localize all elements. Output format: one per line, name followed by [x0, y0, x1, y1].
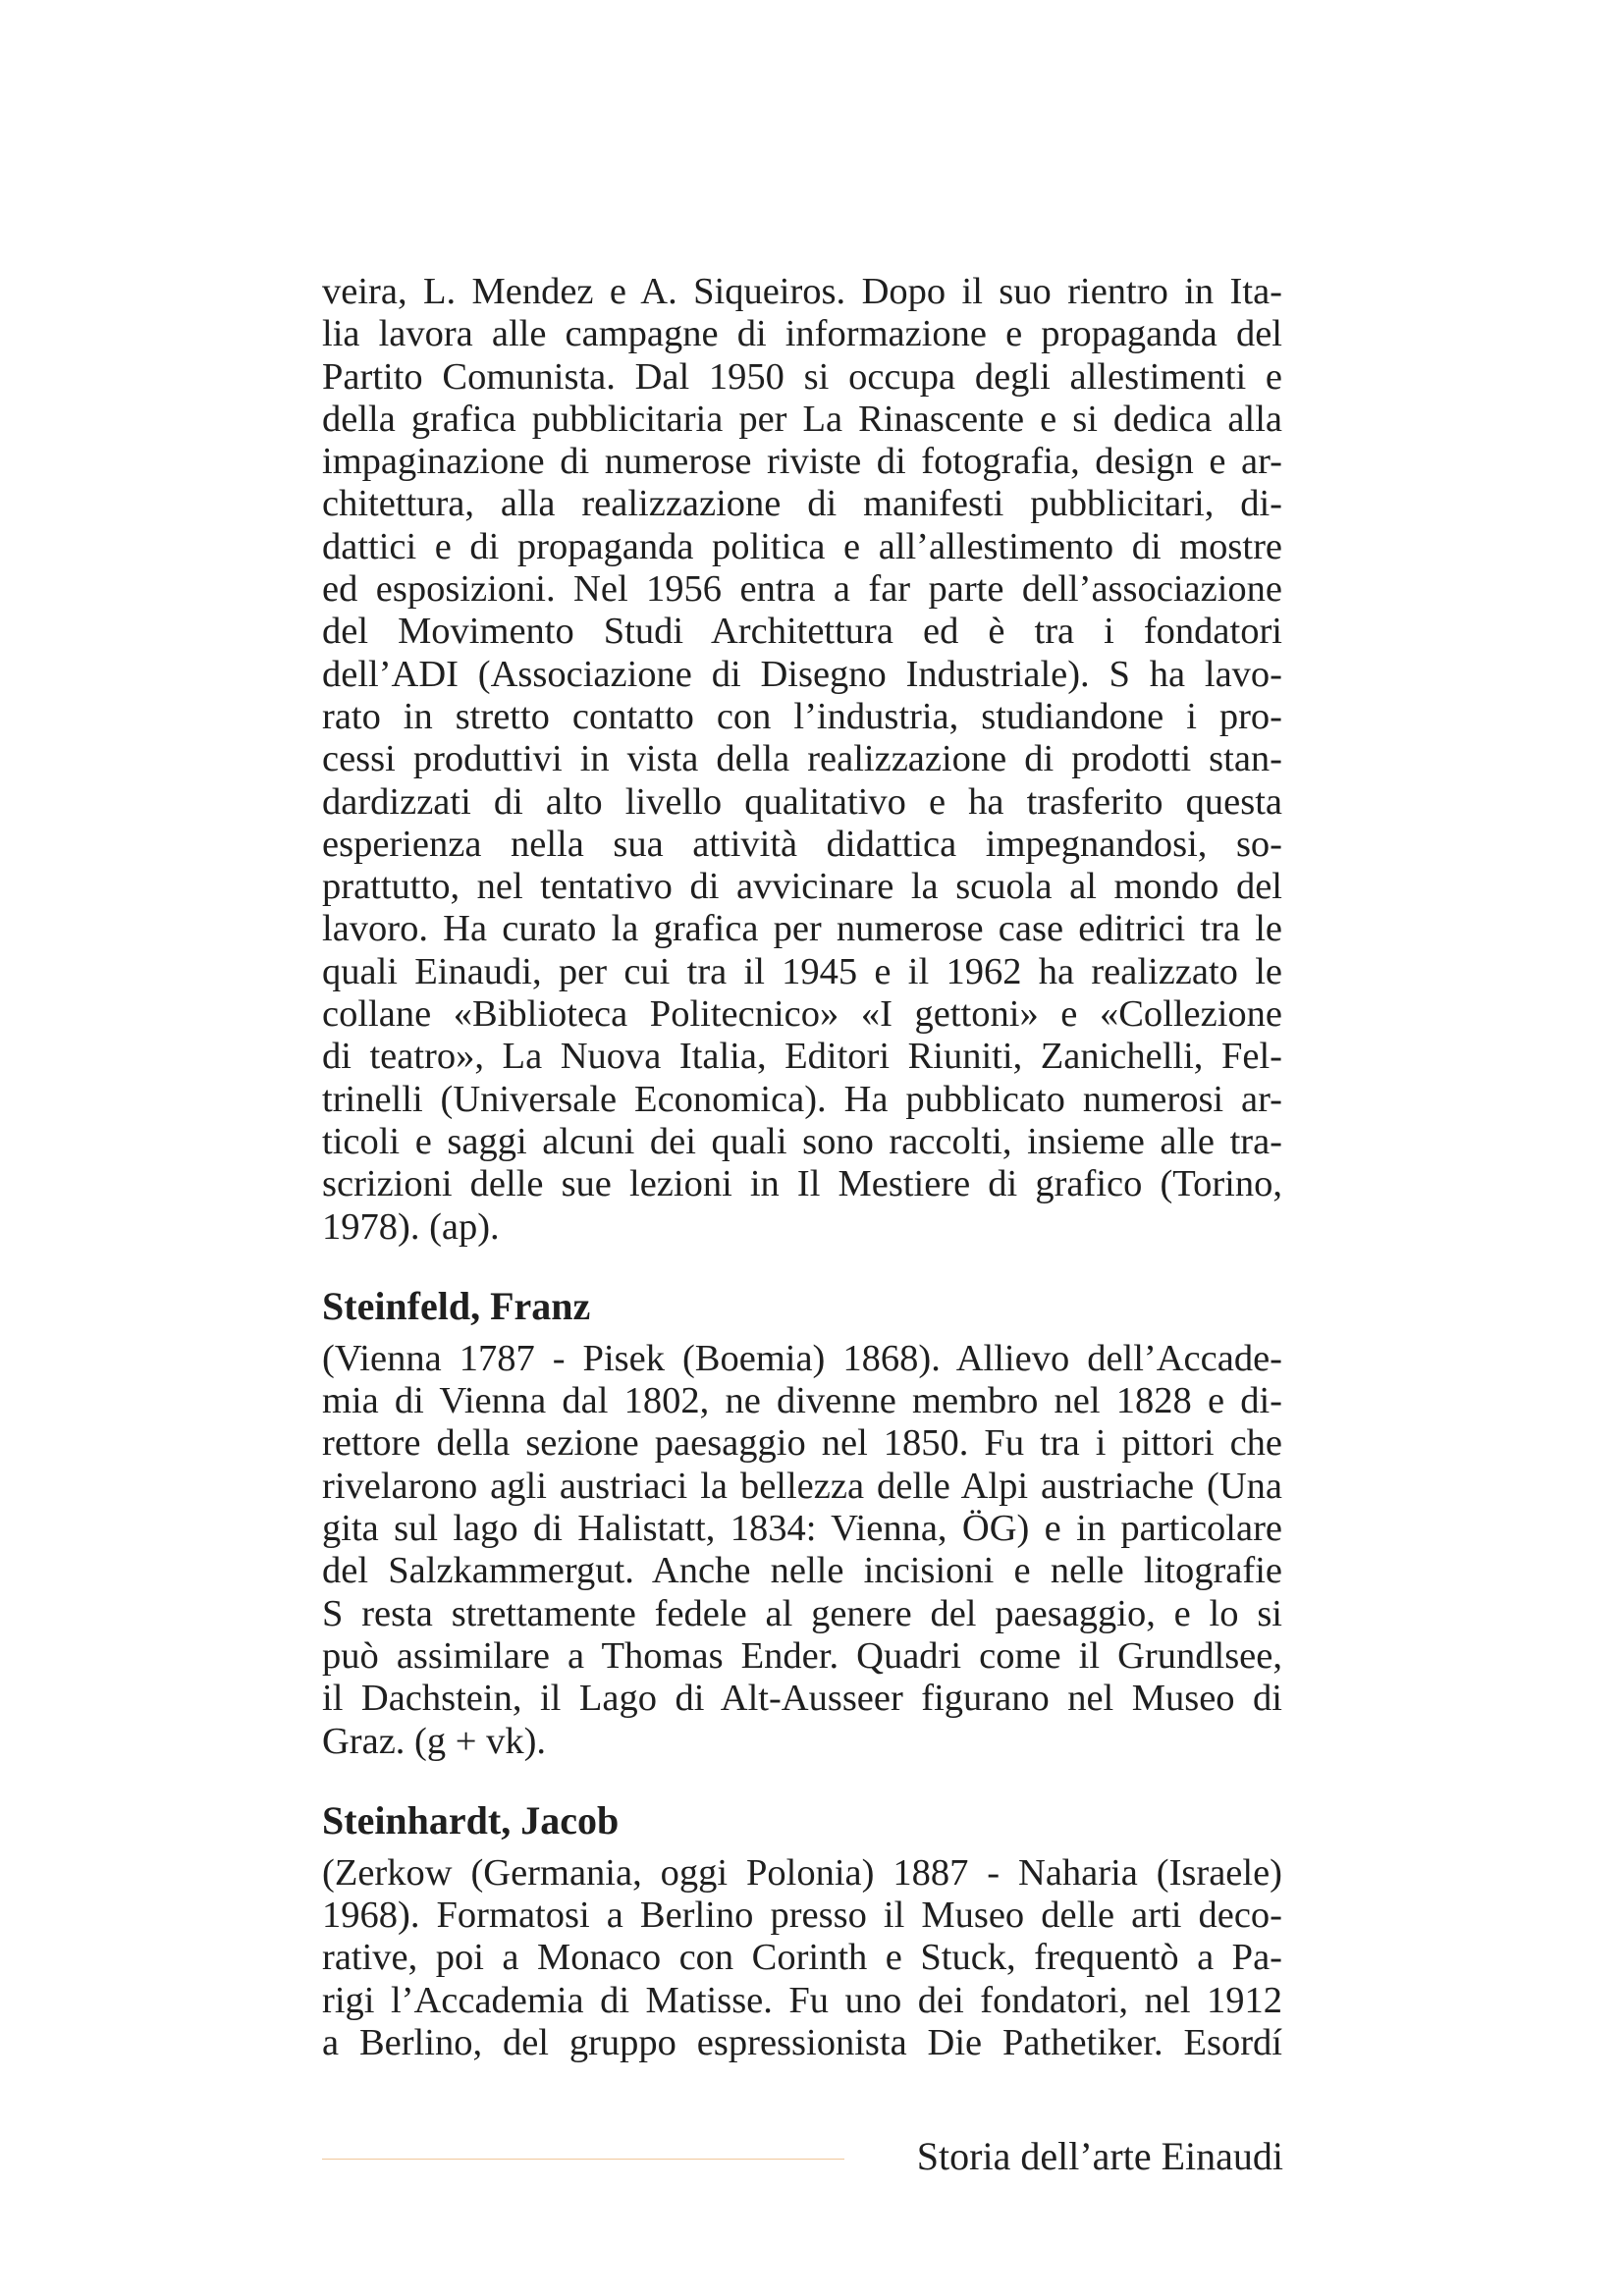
text-line: rettore della sezione paesaggio nel 1850. Fu tra i pittori che [322, 1422, 1282, 1465]
text-line: veira, L. Mendez e A. Siqueiros. Dopo il suo rientro in Ita- [322, 271, 1282, 312]
footer-title: Storia dell’arte Einaudi [916, 2134, 1283, 2178]
text-line: a Berlino, del gruppo espressionista Die Pathetiker. Esordí [322, 2021, 1282, 2063]
text-line: dattici e di propaganda politica e all’allestimento di mostre [322, 525, 1282, 567]
text-line: scrizioni delle sue lezioni in Il Mestiere di grafico (Torino, [322, 1163, 1282, 1205]
text-line: dell’ADI (Associazione di Disegno Industriale). S ha lavo- [322, 653, 1282, 695]
text-line: rigi l’Accademia di Matisse. Fu uno dei fondatori, nel 1912 [322, 1979, 1282, 2021]
text-line: prattutto, nel tentativo di avvicinare la scuola al mondo del [322, 866, 1282, 908]
entry-heading: Steinhardt, Jacob [322, 1797, 620, 1842]
text-line: 1968). Formatosi a Berlino presso il Museo delle arti deco- [322, 1895, 1282, 1937]
text-line: (Zerkow (Germania, oggi Polonia) 1887 - Naharia (Israele) [322, 1851, 1282, 1894]
text-line: S resta strettamente fedele al genere del paesaggio, e lo si [322, 1592, 1282, 1634]
text-line: rative, poi a Monaco con Corinth e Stuck, frequentò a Pa- [322, 1937, 1282, 1979]
text-line: può assimilare a Thomas Ender. Quadri come il Grundlsee, [322, 1634, 1282, 1677]
entry-steinfeld [322, 1285, 1282, 1763]
text-line: ed esposizioni. Nel 1956 entra a far parte dell’associazione [322, 568, 1282, 611]
text-line: (Vienna 1787 - Pisek (Boemia) 1868). Allievo dell’Accade- [322, 1337, 1282, 1379]
text-line: quali Einaudi, per cui tra il 1945 e il 1962 ha realizzato le [322, 950, 1282, 992]
entry-steinhardt [322, 1799, 1282, 2064]
text-line: esperienza nella sua attività didattica impegnandosi, so- [322, 823, 1282, 865]
entry-heading: Steinfeld, Franz [322, 1283, 591, 1328]
text-line: il Dachstein, il Lago di Alt-Ausseer figurano nel Museo di [322, 1678, 1282, 1720]
text-line: Graz. (g + vk). [322, 1720, 547, 1762]
text-line: del Salzkammergut. Anche nelle incisioni e nelle litografie [322, 1550, 1282, 1592]
text-line: di teatro», La Nuova Italia, Editori Riuniti, Zanichelli, Fel- [322, 1036, 1282, 1078]
text-line: 1978). (ap). [322, 1205, 500, 1248]
text-line: ticoli e saggi alcuni dei quali sono raccolti, insieme alle tra- [322, 1120, 1282, 1162]
text-line: lia lavora alle campagne di informazione e propaganda del [322, 313, 1282, 355]
text-line: rivelarono agli austriaci la bellezza delle Alpi austriache (Una [322, 1465, 1282, 1507]
page-body [322, 271, 1282, 2064]
text-line: dardizzati di alto livello qualitativo e ha trasferito questa [322, 780, 1282, 823]
text-line: mia di Vienna dal 1802, ne divenne membro nel 1828 e di- [322, 1380, 1282, 1422]
text-line: della grafica pubblicitaria per La Rinascente e si dedica alla [322, 398, 1282, 440]
text-line: rato in stretto contatto con l’industria, studiandone i pro- [322, 695, 1282, 737]
text-line: collane «Biblioteca Politecnico» «I gettoni» e «Collezione [322, 993, 1282, 1036]
text-line: trinelli (Universale Economica). Ha pubblicato numerosi ar- [322, 1078, 1282, 1120]
footer-divider [322, 2159, 844, 2160]
intro-paragraph [322, 271, 1282, 1249]
text-line: cessi produttivi in vista della realizzazione di prodotti stan- [322, 738, 1282, 780]
text-line: lavoro. Ha curato la grafica per numerose case editrici tra le [322, 908, 1282, 950]
text-line: impaginazione di numerose riviste di fotografia, design e ar- [322, 441, 1282, 483]
text-line: chitettura, alla realizzazione di manifesti pubblicitari, di- [322, 483, 1282, 525]
text-line: del Movimento Studi Architettura ed è tra i fondatori [322, 611, 1282, 653]
text-line: gita sul lago di Halistatt, 1834: Vienna, ÖG) e in particolare [322, 1508, 1282, 1550]
text-line: Partito Comunista. Dal 1950 si occupa degli allestimenti e [322, 355, 1282, 398]
